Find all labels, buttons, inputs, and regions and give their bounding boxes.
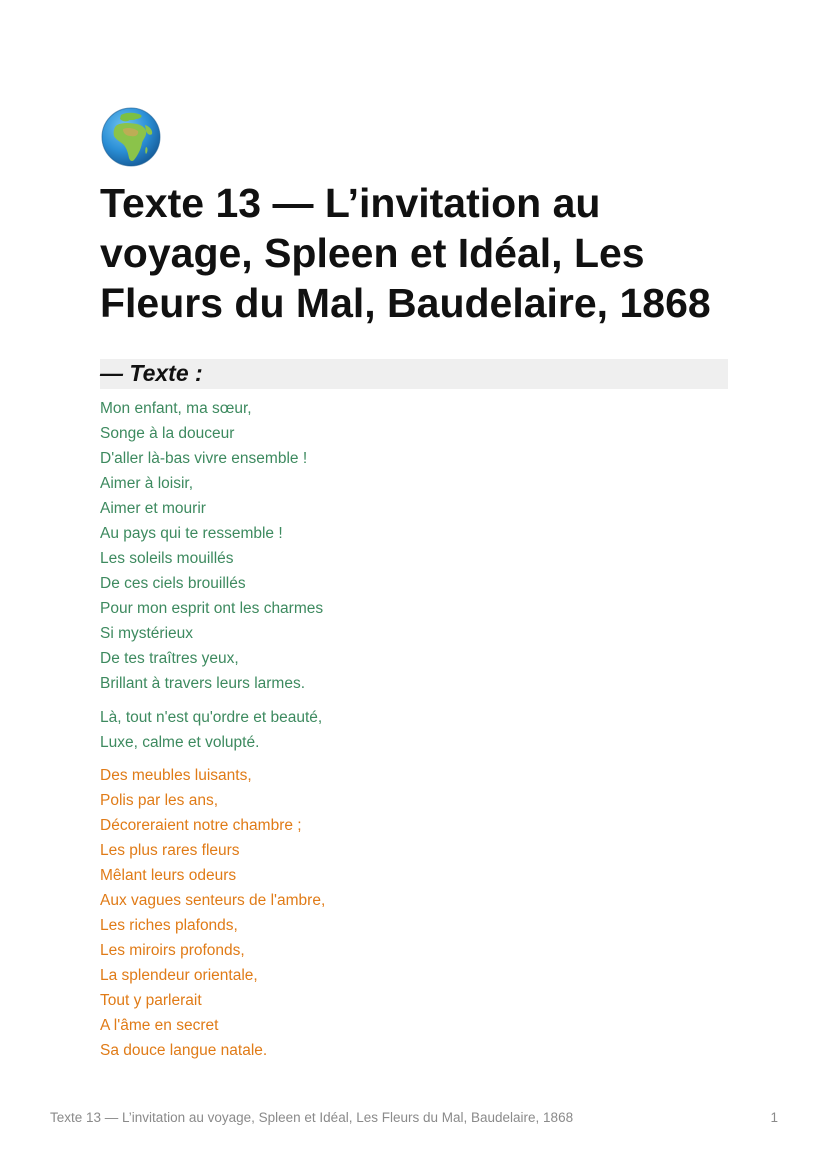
poem-line: Des meubles luisants,	[100, 767, 252, 784]
globe-icon	[101, 107, 161, 167]
poem-line: De ces ciels brouillés	[100, 575, 246, 592]
poem-line: Polis par les ans,	[100, 792, 219, 809]
poem-line: Pour mon esprit ont les charmes	[100, 600, 324, 617]
poem-line: Mêlant leurs odeurs	[100, 867, 237, 884]
poem-line: D'aller là-bas vivre ensemble !	[100, 450, 308, 467]
poem-line: Aimer et mourir	[100, 500, 206, 517]
page-number: 1	[770, 1110, 778, 1125]
section-heading: — Texte :	[100, 359, 728, 389]
poem-refrain	[100, 705, 322, 755]
poem-line: Les plus rares fleurs	[100, 842, 240, 859]
poem-line: Aimer à loisir,	[100, 475, 194, 492]
poem-stanza-1	[100, 396, 323, 696]
poem-line: Si mystérieux	[100, 625, 194, 642]
poem-line: De tes traîtres yeux,	[100, 650, 239, 667]
poem-line: Les soleils mouillés	[100, 550, 234, 567]
poem-line: Décoreraient notre chambre ;	[100, 817, 302, 834]
poem-line: Au pays qui te ressemble !	[100, 525, 283, 542]
poem-line: Tout y parlerait	[100, 992, 202, 1009]
poem-line: Les miroirs profonds,	[100, 942, 245, 959]
poem-line: Sa douce langue natale.	[100, 1042, 268, 1059]
poem-line: Brillant à travers leurs larmes.	[100, 675, 306, 692]
poem-line: Mon enfant, ma sœur,	[100, 400, 252, 417]
poem-line: Là, tout n'est qu'ordre et beauté,	[100, 709, 323, 726]
page-title: Texte 13 — L’invitation au voyage, Spleen et Idéal, Les Fleurs du Mal, Baudelaire, 1868	[100, 180, 711, 326]
poem-line: Songe à la douceur	[100, 425, 235, 442]
poem-line: La splendeur orientale,	[100, 967, 258, 984]
poem-line: A l'âme en secret	[100, 1017, 219, 1034]
poem-line: Les riches plafonds,	[100, 917, 238, 934]
poem-line: Aux vagues senteurs de l'ambre,	[100, 892, 326, 909]
poem-stanza-2	[100, 763, 325, 1063]
poem-line: Luxe, calme et volupté.	[100, 734, 260, 751]
footer-title: Texte 13 — L’invitation au voyage, Spleen et Idéal, Les Fleurs du Mal, Baudelaire, 1868	[50, 1110, 574, 1125]
